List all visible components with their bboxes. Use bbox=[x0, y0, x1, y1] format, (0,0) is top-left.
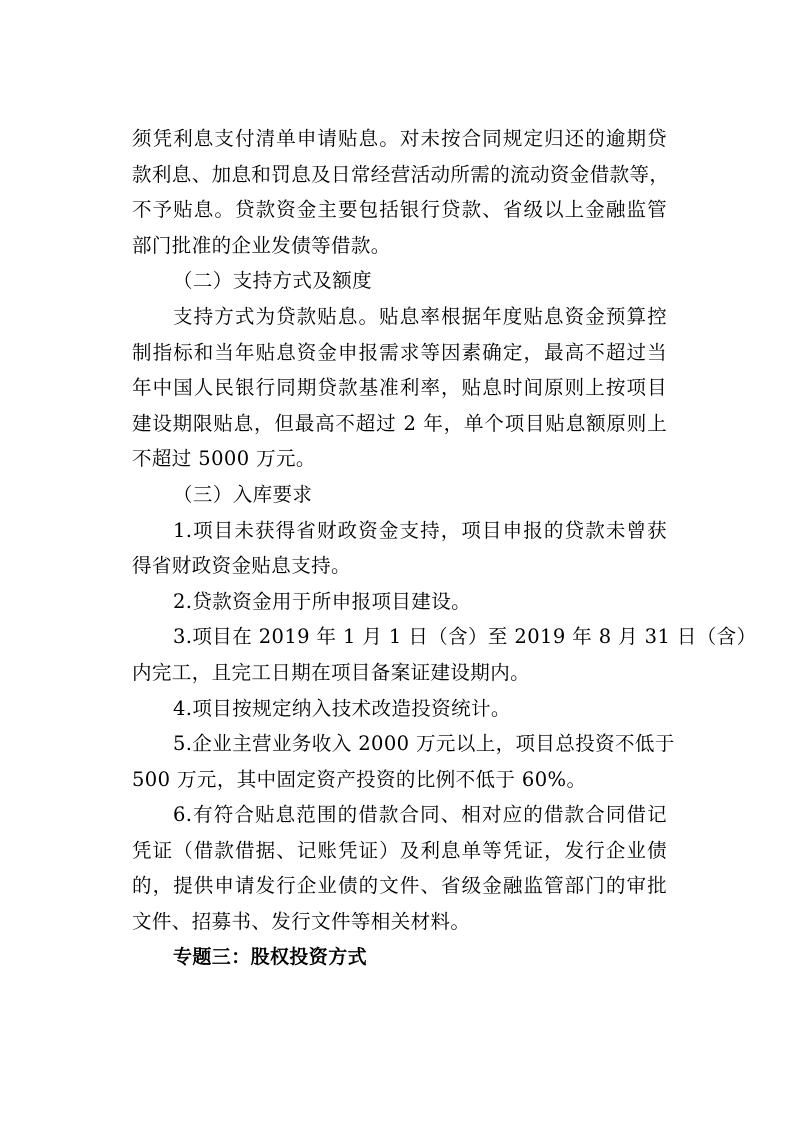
list-item-line: 内完工，且完工日期在项目备案证建设期内。 bbox=[132, 660, 531, 684]
list-item-line: 4.项目按规定纳入技术改造投资统计。 bbox=[173, 696, 511, 720]
section-heading: （三）入库要求 bbox=[173, 482, 313, 506]
paragraph-line: 须凭利息支付清单申请贴息。对未按合同规定归还的逾期贷 bbox=[132, 127, 667, 150]
topic-heading: 专题三：股权投资方式 bbox=[173, 945, 368, 968]
paragraph-line: 款利息、加息和罚息及日常经营活动所需的流动资金借款等， bbox=[132, 162, 670, 186]
list-item-line: 文件、招募书、发行文件等相关材料。 bbox=[132, 910, 471, 934]
paragraph-line: 支持方式为贷款贴息。贴息率根据年度贴息资金预算控 bbox=[173, 304, 667, 328]
paragraph-line: 不超过 5000 万元。 bbox=[132, 447, 316, 471]
list-item-line: 的，提供申请发行企业债的文件、省级金融监管部门的审批 bbox=[132, 874, 667, 898]
list-item-line: 2.贷款资金用于所申报项目建设。 bbox=[173, 589, 472, 613]
list-item-line: 1.项目未获得省财政资金支持，项目申报的贷款未曾获 bbox=[173, 518, 667, 542]
list-item-line: 3.项目在 2019 年 1 月 1 日（含）至 2019 年 8 月 31 日（含） bbox=[173, 625, 757, 649]
paragraph-line: 制指标和当年贴息资金申报需求等因素确定，最高不超过当 bbox=[132, 340, 667, 364]
paragraph-line: 不予贴息。贷款资金主要包括银行贷款、省级以上金融监管 bbox=[132, 198, 667, 222]
paragraph-line: 建设期限贴息，但最高不超过 2 年，单个项目贴息额原则上 bbox=[132, 411, 667, 435]
document-body bbox=[132, 121, 757, 975]
list-item-line: 得省财政资金贴息支持。 bbox=[132, 554, 351, 578]
paragraph-line: 部门批准的企业发债等借款。 bbox=[132, 233, 391, 257]
list-item-line: 5.企业主营业务收入 2000 万元以上，项目总投资不低于 bbox=[173, 732, 675, 756]
list-item-line: 6.有符合贴息范围的借款合同、相对应的借款合同借记 bbox=[173, 803, 667, 827]
section-heading: （二）支持方式及额度 bbox=[173, 269, 373, 293]
list-item-line: 凭证（借款借据、记账凭证）及利息单等凭证，发行企业债 bbox=[132, 838, 667, 862]
list-item-line: 500 万元，其中固定资产投资的比例不低于 60%。 bbox=[132, 767, 587, 791]
paragraph-line: 年中国人民银行同期贷款基准利率，贴息时间原则上按项目 bbox=[132, 376, 667, 400]
